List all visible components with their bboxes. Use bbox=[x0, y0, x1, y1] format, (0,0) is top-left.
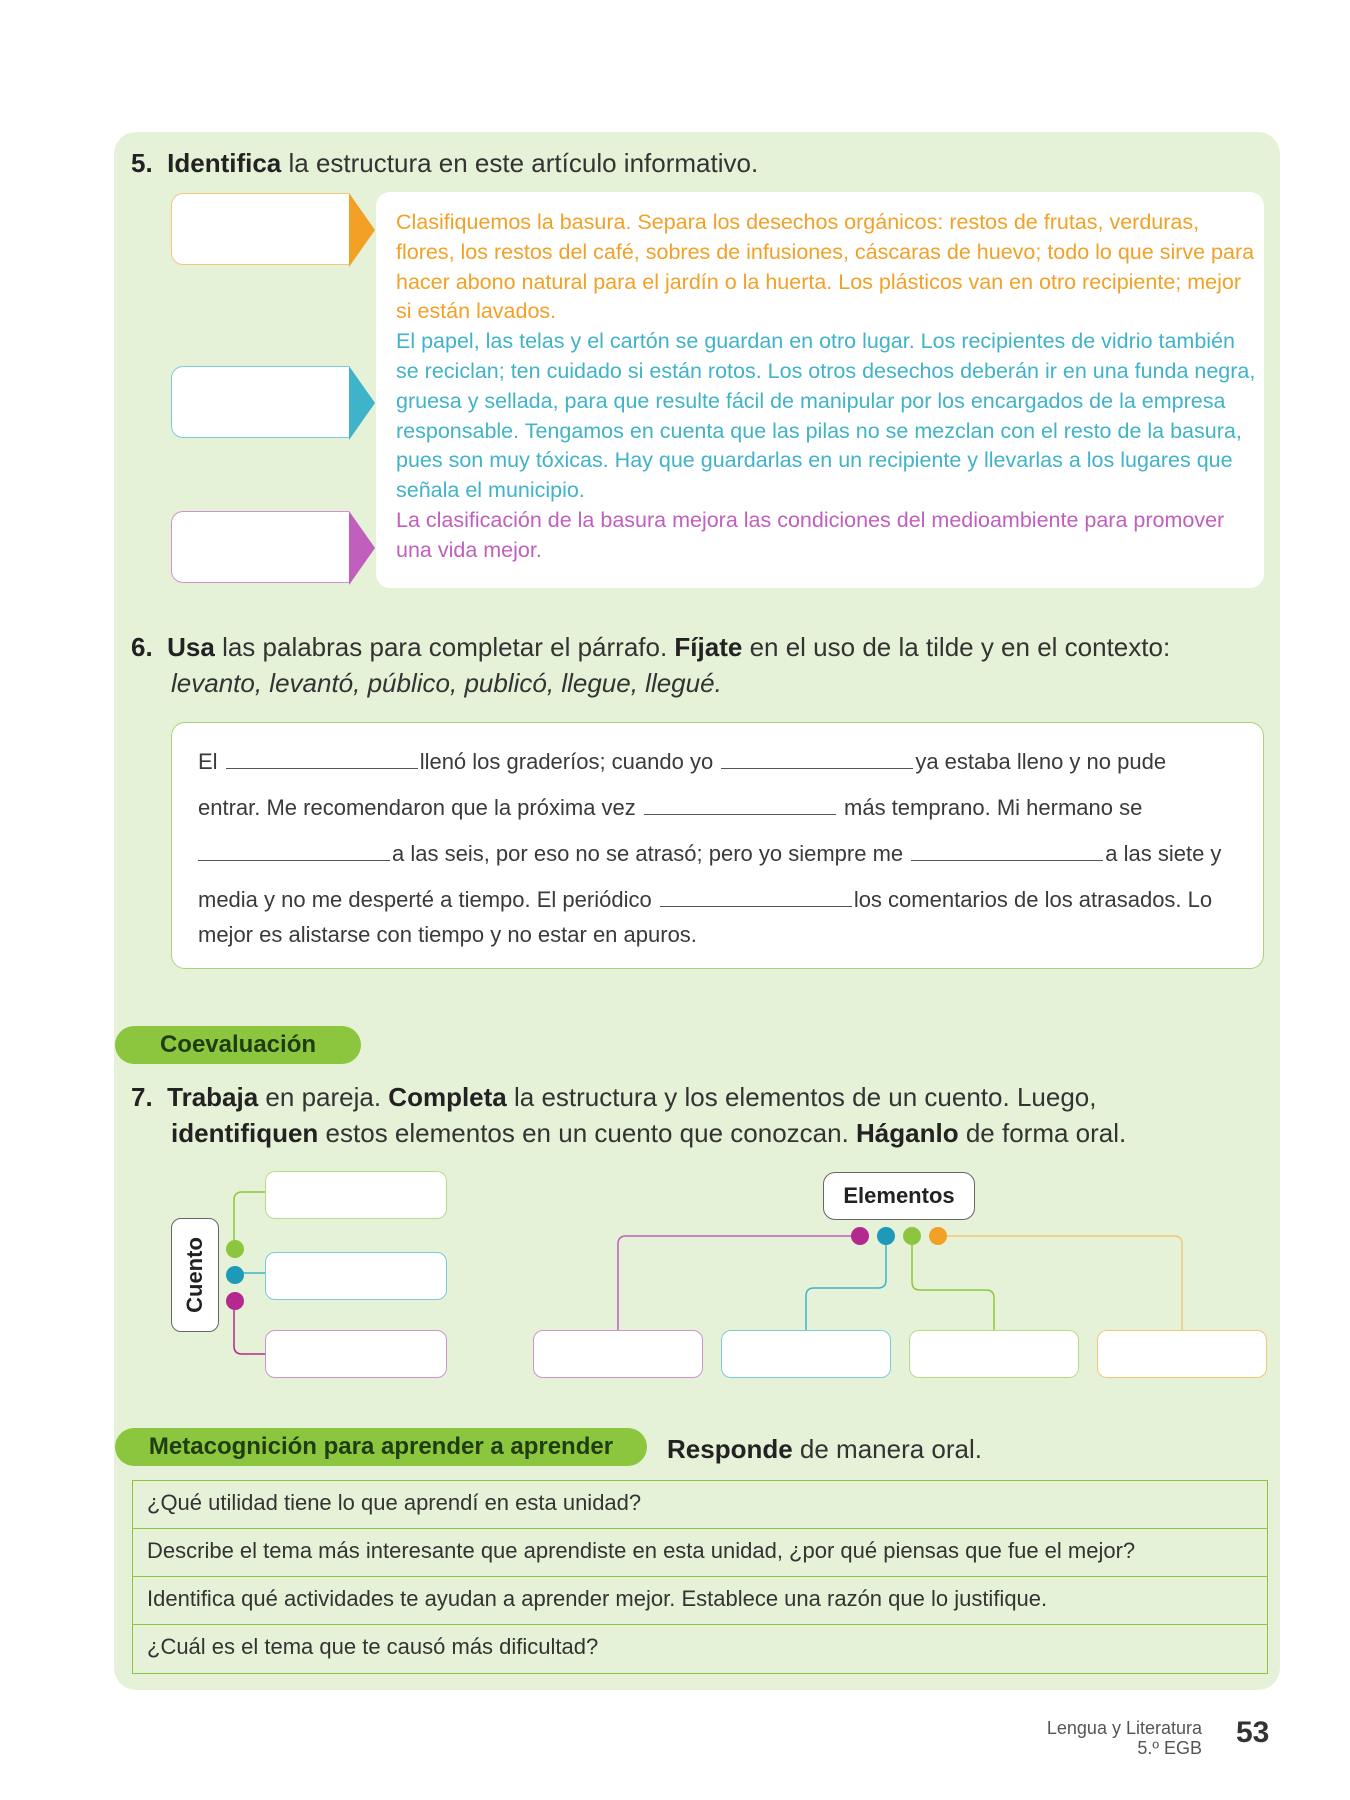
blue-dot-icon bbox=[877, 1227, 895, 1245]
connector-elem-green bbox=[912, 1245, 994, 1330]
line-text: llenó los graderíos; cuando yo bbox=[419, 749, 720, 774]
q7-verb-completa: Completa bbox=[388, 1082, 507, 1112]
word-llegue: llegue bbox=[561, 668, 631, 698]
line-text: media y no me desperté a tiempo. El periódico bbox=[198, 887, 658, 912]
elemento-box-2[interactable] bbox=[721, 1330, 891, 1378]
cuento-structure-box-2[interactable] bbox=[265, 1252, 447, 1300]
connector-elem-pink bbox=[618, 1236, 859, 1330]
metacognition-question: Describe el tema más interesante que aprendiste en esta unidad, ¿por qué piensas que fue el mejor? bbox=[133, 1529, 1267, 1577]
word-levanto-tilde: levantó bbox=[269, 668, 354, 698]
q6-verb-fijate: Fíjate bbox=[674, 632, 743, 662]
blue-dot-icon bbox=[226, 1266, 244, 1284]
line-text: a las seis, por eso no se atrasó; pero yo siempre me bbox=[392, 841, 910, 866]
elementos-label: Elementos bbox=[823, 1172, 975, 1220]
magenta-dot-icon bbox=[226, 1292, 244, 1310]
separator: , bbox=[546, 668, 562, 698]
page-number: 53 bbox=[1236, 1716, 1270, 1749]
green-dot-icon bbox=[226, 1240, 244, 1258]
metacognition-question: ¿Qué utilidad tiene lo que aprendí en esta unidad? bbox=[133, 1481, 1267, 1529]
article-paragraph-intro: Clasifiquemos la basura. Separa los desechos orgánicos: restos de frutas, verduras, flores, los restos del café, sobres de infusiones, cáscaras de huevo; todo lo que sirve para hacer abono natural para el jardín o la huerta. Los plásticos van en otro recipiente; mejor si están lavados. bbox=[396, 210, 1255, 324]
word-publico-tilde: publicó bbox=[464, 668, 547, 698]
line-text: los comentarios de los atrasados. Lo bbox=[853, 887, 1213, 912]
line-text: El bbox=[198, 749, 224, 774]
cuento-structure-box-3[interactable] bbox=[265, 1330, 447, 1378]
q5-verb: Identifica bbox=[167, 148, 282, 178]
cuento-structure-box-1[interactable] bbox=[265, 1171, 447, 1219]
q6-text1: las palabras para completar el párrafo. bbox=[214, 632, 675, 662]
green-dot-icon bbox=[903, 1227, 921, 1245]
line-text: a las siete y bbox=[1105, 841, 1222, 866]
article-paragraph-conclusion: La clasificación de la basura mejora las condiciones del medioambiente para promover una vida mejor. bbox=[396, 507, 1225, 562]
word-llegue-tilde: llegué bbox=[645, 668, 715, 698]
elemento-box-4[interactable] bbox=[1097, 1330, 1267, 1378]
q5-number: 5. bbox=[131, 148, 153, 178]
q5-rest: la estructura en este artículo informativo. bbox=[281, 148, 759, 178]
meta-rest: de manera oral. bbox=[792, 1434, 983, 1464]
connector-elem-orange bbox=[938, 1236, 1182, 1330]
metacognition-question: Identifica qué actividades te ayudan a aprender mejor. Establece una razón que lo justifique. bbox=[133, 1577, 1267, 1625]
line-text: ya estaba lleno y no pude bbox=[915, 749, 1167, 774]
metacognicion-pill: Metacognición para aprender a aprender bbox=[115, 1428, 647, 1466]
q7-text: en pareja. bbox=[258, 1082, 389, 1112]
q6-number: 6. bbox=[131, 632, 153, 662]
q6-text2: en el uso de la tilde y en el contexto: bbox=[742, 632, 1171, 662]
q7-verb-trabaja: Trabaja bbox=[167, 1082, 259, 1112]
line-text: más temprano. Mi hermano se bbox=[837, 795, 1143, 820]
q7-text: de forma oral. bbox=[958, 1118, 1127, 1148]
connector-elem-blue bbox=[806, 1245, 886, 1330]
separator: , bbox=[254, 668, 270, 698]
word-publico: público bbox=[367, 668, 450, 698]
elemento-box-3[interactable] bbox=[909, 1330, 1079, 1378]
meta-instruction bbox=[667, 1431, 982, 1467]
q7-verb-identifiquen: identifiquen bbox=[171, 1118, 319, 1148]
cuento-label-text: Cuento bbox=[182, 1237, 207, 1313]
orange-dot-icon bbox=[929, 1227, 947, 1245]
separator: , bbox=[450, 668, 465, 698]
meta-verb: Responde bbox=[667, 1434, 793, 1464]
line-text: entrar. Me recomendaron que la próxima vez bbox=[198, 795, 642, 820]
metacognition-question: ¿Cuál es el tema que te causó más dificultad? bbox=[133, 1625, 1267, 1673]
grade-level: 5.º EGB bbox=[1137, 1738, 1202, 1758]
article-paragraph-development: El papel, las telas y el cartón se guardan en otro lugar. Los recipientes de vidrio también se reciclan; ten cuidado si están rotos. Los otros desechos deberán ir en una funda negra, gruesa y sellada, para que resulte fácil de manipular por los encargados de la empresa responsable. Tengamos en cuenta que las pilas no se mezclan con el resto de la basura, pues son muy tóxicas. Hay que guardarlas en un recipiente y llevarlas a los lugares que señala el municipio. bbox=[396, 329, 1256, 503]
q7-verb-haganlo: Háganlo bbox=[856, 1118, 959, 1148]
connector-green bbox=[234, 1192, 265, 1248]
subject-name: Lengua y Literatura bbox=[1046, 1718, 1202, 1738]
coevaluacion-pill: Coevaluación bbox=[115, 1026, 361, 1064]
q7-text: la estructura y los elementos de un cuento. Luego, bbox=[506, 1082, 1097, 1112]
magenta-dot-icon bbox=[851, 1227, 869, 1245]
word-levanto: levanto bbox=[171, 668, 255, 698]
separator: , bbox=[630, 668, 646, 698]
cuento-label bbox=[171, 1218, 219, 1332]
q6-verb-usa: Usa bbox=[167, 632, 215, 662]
fill-line-5: mejor es alistarse con tiempo y no estar en apuros. bbox=[198, 922, 697, 947]
footer-subject bbox=[1047, 1718, 1202, 1758]
elemento-box-1[interactable] bbox=[533, 1330, 703, 1378]
q7-text: estos elementos en un cuento que conozcan. bbox=[318, 1118, 857, 1148]
period: . bbox=[714, 668, 722, 698]
separator: , bbox=[353, 668, 368, 698]
q7-number: 7. bbox=[131, 1082, 153, 1112]
metacognition-table bbox=[132, 1480, 1268, 1674]
